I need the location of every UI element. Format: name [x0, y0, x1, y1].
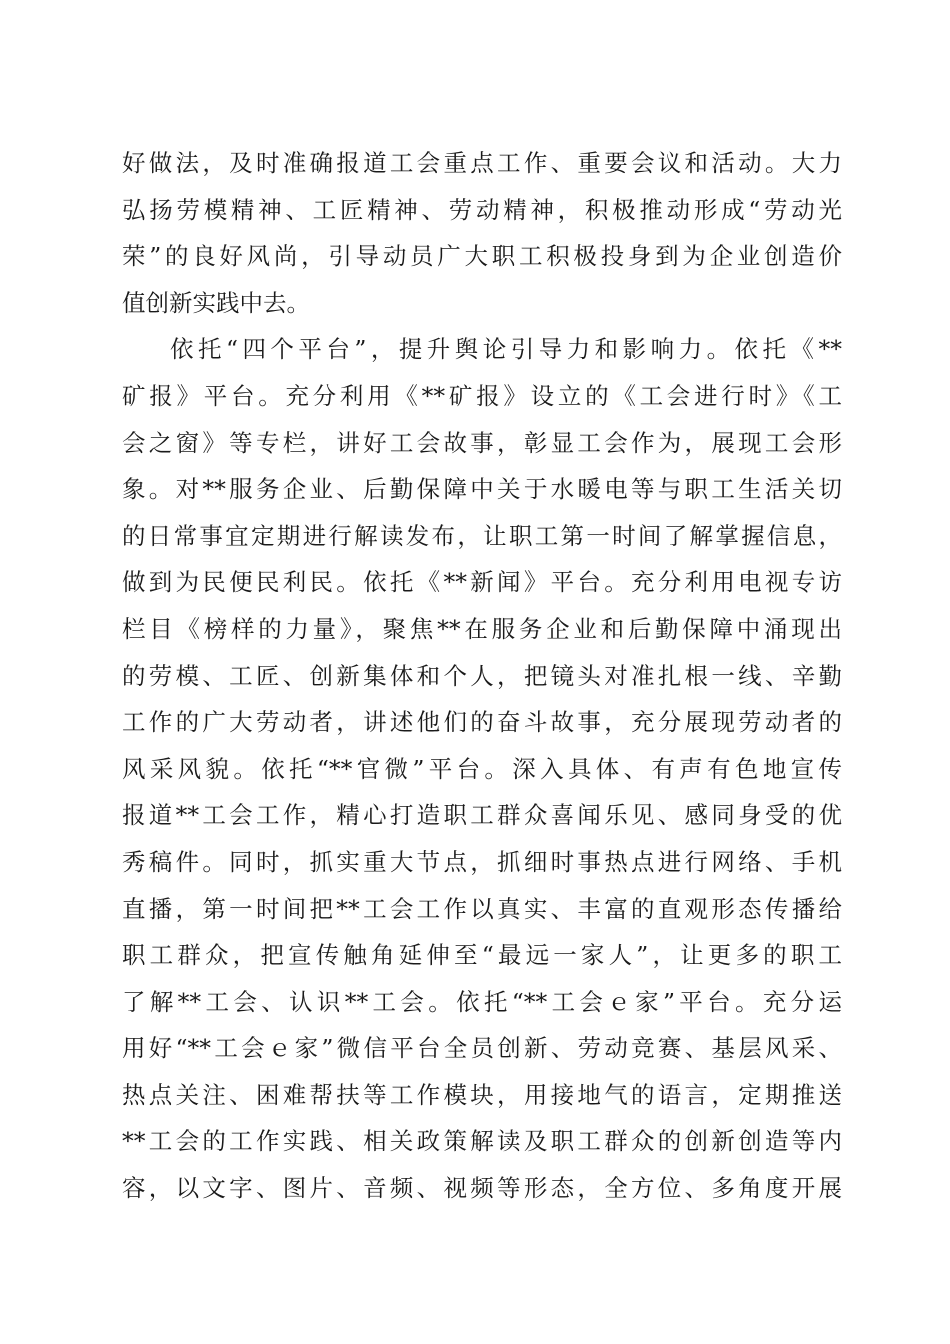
text-line: 值创新实践中去。 [122, 288, 310, 317]
text-line: 弘扬劳模精神、工匠精神、劳动精神，积极推动形成“劳动光 [122, 195, 842, 224]
text-line: 用好“**工会ｅ家”微信平台全员创新、劳动竞赛、基层风采、 [122, 1034, 842, 1063]
text-line: 荣”的良好风尚，引导动员广大职工积极投身到为企业创造价 [122, 242, 842, 271]
text-line: 的劳模、工匠、创新集体和个人，把镜头对准扎根一线、辛勤 [122, 661, 842, 690]
text-line: 象。对**服务企业、后勤保障中关于水暖电等与职工生活关切 [122, 475, 842, 504]
text-line: 会之窗》等专栏，讲好工会故事，彰显工会作为，展现工会形 [122, 428, 842, 457]
text-line: 热点关注、困难帮扶等工作模块，用接地气的语言，定期推送 [122, 1080, 842, 1109]
text-line: 的日常事宜定期进行解读发布，让职工第一时间了解掌握信息， [122, 521, 842, 550]
text-line: 职工群众，把宣传触角延伸至“最远一家人”，让更多的职工 [122, 941, 842, 970]
text-line: 栏目《榜样的力量》，聚焦**在服务企业和后勤保障中涌现出 [122, 614, 842, 643]
text-line: 工作的广大劳动者，讲述他们的奋斗故事，充分展现劳动者的 [122, 708, 842, 737]
paragraph-start-line: 依托“四个平台”，提升舆论引导力和影响力。依托《** [170, 335, 842, 364]
text-line: 了解**工会、认识**工会。依托“**工会ｅ家”平台。充分运 [122, 987, 842, 1016]
text-line: 做到为民便民利民。依托《**新闻》平台。充分利用电视专访 [122, 568, 842, 597]
text-line: 直播，第一时间把**工会工作以真实、丰富的直观形态传播给 [122, 894, 842, 923]
text-line: 好做法，及时准确报道工会重点工作、重要会议和活动。大力 [122, 149, 842, 177]
text-line: 容，以文字、图片、音频、视频等形态，全方位、多角度开展 [122, 1174, 842, 1203]
body-text [122, 140, 842, 1212]
text-line: **工会的工作实践、相关政策解读及职工群众的创新创造等内 [122, 1127, 842, 1156]
text-line: 秀稿件。同时，抓实重大节点，抓细时事热点进行网络、手机 [122, 847, 842, 876]
text-line: 报道**工会工作，精心打造职工群众喜闻乐见、感同身受的优 [122, 801, 842, 830]
text-line: 风采风貌。依托“**官微”平台。深入具体、有声有色地宣传 [122, 754, 842, 783]
text-line: 矿报》平台。充分利用《**矿报》设立的《工会进行时》《工 [122, 381, 842, 410]
